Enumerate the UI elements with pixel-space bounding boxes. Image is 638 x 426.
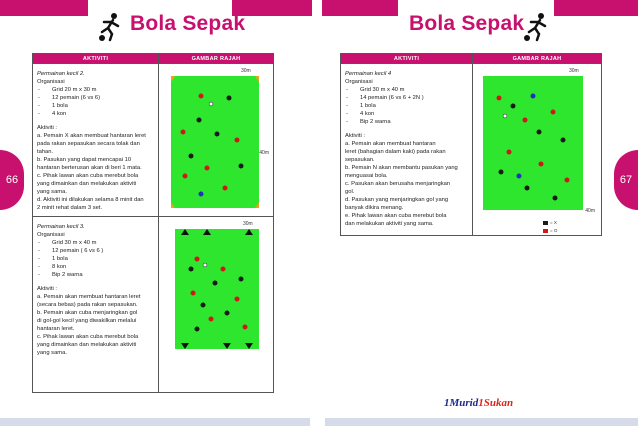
activity-line: tahan.	[37, 149, 54, 155]
organisation-label: Organisasi	[37, 79, 65, 85]
activity-line: pada rakan sepasukan secara tolak dan	[37, 141, 140, 147]
list-item: - 1 bola	[37, 255, 154, 263]
footer-stripe-left	[0, 418, 310, 426]
activity-line: b. Pasukan yang dapat mencapai 10	[37, 157, 132, 163]
column-header-activity: AKTIVITI	[33, 54, 159, 64]
list-item: - Bip 2 warna	[37, 271, 154, 279]
list-item: - 14 pemain (6 vs 6 + 2N )	[345, 94, 468, 102]
activity-line: sepasukan.	[345, 157, 375, 163]
list-item: - Grid 30 m x 40 m	[37, 239, 154, 247]
ball-icon	[209, 102, 213, 106]
activity-line: a. Pemain akan membuat hantaran leret	[37, 294, 141, 300]
activity-line: d. Pasukan yang menjaringkan gol yang	[345, 197, 449, 203]
activity-line: dan melakukan aktiviti yang sama.	[345, 221, 434, 227]
activity-line: yang sama.	[37, 350, 67, 356]
pitch-width-label: 30m	[241, 68, 251, 74]
activity-line: c. Pihak lawan akan cuba merebut bola	[37, 334, 139, 340]
list-item: - 1 bola	[345, 102, 468, 110]
activity-line: leret (bahagian dalam kaki) pada rakan	[345, 149, 446, 155]
footer-stripe-right	[325, 418, 638, 426]
organisation-list	[37, 239, 154, 279]
pitch-height-label: 40m	[585, 208, 595, 214]
activity-title: Permainan kecil 3.	[37, 224, 85, 230]
football-player-icon	[519, 12, 549, 42]
legend-swatch	[543, 221, 548, 225]
pitch-width-label: 30m	[243, 221, 253, 227]
activity-line: a. Pemain akan membuat hantaran	[345, 141, 436, 147]
diagram-cell	[159, 64, 274, 217]
activity-line: c. Pasukan akan berusaha menjaringkan	[345, 181, 451, 187]
activity-line: yang dimainkan dan melakukan aktiviti	[37, 342, 137, 348]
header-bar-left	[0, 0, 88, 16]
legend-x	[543, 220, 557, 225]
legend-swatch	[543, 229, 548, 233]
page-title-left: Bola Sepak	[130, 12, 246, 35]
organisation-list	[345, 86, 468, 126]
diagram-cell	[473, 64, 602, 236]
activity-line: b. Pemain akan cuba menjaringkan gol	[37, 310, 138, 316]
activity-label: Aktiviti :	[37, 125, 57, 131]
activity-line: e. Pihak lawan akan cuba merebut bola	[345, 213, 447, 219]
legend-label: = X	[550, 220, 557, 225]
list-item: - Grid 30 m x 40 m	[345, 86, 468, 94]
activity-line: b. Pemain N akan membantu pasukan yang	[345, 165, 458, 171]
activity-table-right	[340, 53, 602, 236]
pitch-width-label: 30m	[569, 68, 579, 74]
pitch-height-label: 40m	[259, 150, 269, 156]
page-number-right: 67	[614, 150, 638, 210]
activity-title: Permainan kecil 4	[345, 71, 392, 77]
activity-line: menguasai bola.	[345, 173, 388, 179]
football-player-icon	[96, 12, 126, 42]
organisation-list	[37, 86, 154, 118]
list-item: - 1 bola	[37, 102, 154, 110]
pitch-diagram	[483, 76, 583, 210]
organisation-label: Organisasi	[345, 79, 373, 85]
header-bar-right	[322, 0, 398, 16]
page-title-right: Bola Sepak	[409, 12, 525, 35]
activity-description-cell	[33, 64, 159, 217]
pitch-diagram	[171, 76, 259, 208]
activity-line: 2 minit rehat dalam 3 set.	[37, 205, 103, 211]
list-item: - 12 pemain ( 6 vs 6 )	[37, 247, 154, 255]
pitch-diagram	[175, 229, 259, 349]
header-bar-right-end	[554, 0, 638, 16]
activity-label: Aktiviti :	[37, 286, 57, 292]
activity-label: Aktiviti :	[345, 133, 365, 139]
list-item: - Grid 20 m x 30 m	[37, 86, 154, 94]
list-item: - 4 kon	[345, 110, 468, 118]
activity-line: banyak dikira menang.	[345, 205, 404, 211]
list-item: - 12 pemain (6 vs 6)	[37, 94, 154, 102]
ball-icon	[203, 263, 207, 267]
list-item: - Bip 2 warna	[345, 118, 468, 126]
diagram-cell	[159, 217, 274, 393]
activity-line: (secara bebas) pada rakan sepasukan.	[37, 302, 138, 308]
column-header-diagram: GAMBAR RAJAH	[159, 54, 274, 64]
activity-line: yang sama.	[37, 189, 67, 195]
ball-icon	[503, 114, 507, 118]
activity-line: a. Pemain X akan membuat hantaran leret	[37, 133, 146, 139]
activity-table-left	[32, 53, 274, 393]
organisation-label: Organisasi	[37, 232, 65, 238]
activity-description-cell	[33, 217, 159, 393]
page-number-left: 66	[0, 150, 24, 210]
activity-line: c. Pihak lawan akan cuba merebut bola	[37, 173, 139, 179]
activity-line: d. Aktiviti ini dilakukan selama 8 minit dan	[37, 197, 144, 203]
activity-line: hantaran leret.	[37, 326, 75, 332]
activity-title: Permainan kecil 2.	[37, 71, 85, 77]
legend-label: = O	[550, 228, 558, 233]
legend-o	[543, 228, 557, 233]
activity-line: hantaran berterusan akan di beri 1 mata.	[37, 165, 142, 171]
activity-description-cell	[341, 64, 473, 236]
column-header-diagram: GAMBAR RAJAH	[473, 54, 602, 64]
logo-part-2: 1Sukan	[478, 397, 514, 409]
list-item: - 8 kon	[37, 263, 154, 271]
activity-line: yang dimainkan dan melakukan aktiviti	[37, 181, 137, 187]
logo-part-1: 1Murid	[444, 397, 479, 409]
list-item: - 4 kon	[37, 110, 154, 118]
column-header-activity: AKTIVITI	[341, 54, 473, 64]
program-logo	[444, 397, 513, 409]
activity-line: di gol-gol kecil yang diwakilkan melalui	[37, 318, 137, 324]
activity-line: gol.	[345, 189, 355, 195]
